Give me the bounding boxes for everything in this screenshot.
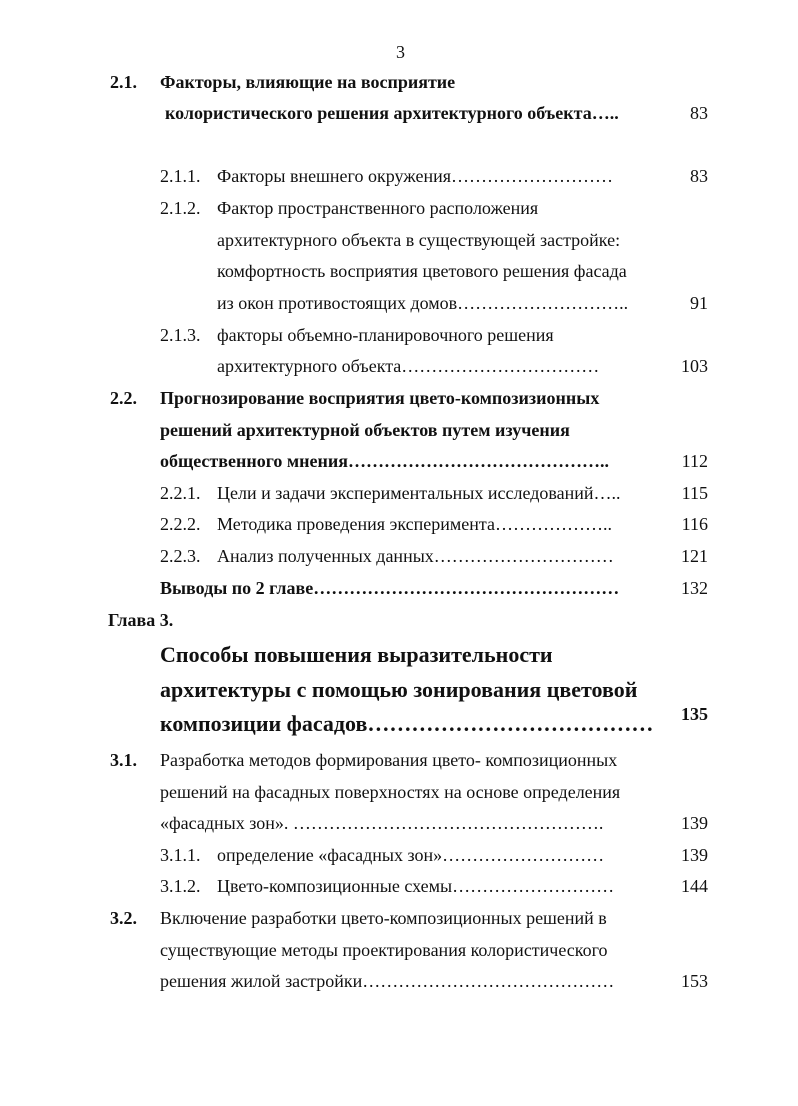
page-ref: 132 [681,578,708,598]
entry-title-line: решений архитектурной объектов путем изучения [160,420,570,440]
entry-title-line: Выводы по 2 главе…………………………………………… [160,578,620,598]
entry-title-line: общественного мнения…………………………………….. [160,451,610,471]
chapter-title-line: архитектуры с помощью зонирования цветовой [160,677,638,702]
entry-title-line: Методика проведения эксперимента……………….. [217,514,612,534]
page-ref: 121 [681,546,708,566]
section-number: 2.1. [110,72,137,92]
entry-title-line: Прогнозирование восприятия цвето-композизионных [160,388,600,408]
page-ref: 153 [681,971,708,991]
section-number: 2.2. [110,388,137,408]
page-ref: 139 [681,813,708,833]
section-number: 3.1.2. [160,876,201,896]
page-ref: 103 [681,356,708,376]
page-ref: 135 [681,704,708,724]
section-number: 3.2. [110,908,137,928]
entry-title-line: колористического решения архитектурного объекта….. [165,103,619,123]
entry-title-line: Фактор пространственного расположения [217,198,539,218]
section-number: 2.1.2. [160,198,201,218]
entry-title-line: архитектурного объекта…………………………… [217,356,600,376]
page-ref: 144 [681,876,708,896]
entry-title-line: из окон противостоящих домов……………………….. [217,293,629,313]
page-ref: 112 [681,451,708,471]
page-ref: 115 [681,483,708,503]
section-number: 3.1. [110,750,137,770]
section-number: 2.1.3. [160,325,201,345]
page-number: 3 [396,42,405,62]
section-number: 2.1.1. [160,166,201,186]
section-number: 2.2.3. [160,546,201,566]
entry-title-line: Анализ полученных данных………………………… [217,546,614,566]
entry-title-line: Цели и задачи экспериментальных исследований….. [217,483,621,503]
chapter-title-line: Способы повышения выразительности [160,642,553,667]
entry-title-line: архитектурного объекта в существующей застройке: [217,230,621,250]
entry-title-line: Цвето-композиционные схемы……………………… [217,876,615,896]
page-ref: 83 [690,166,708,186]
entry-title-line: Разработка методов формирования цвето- композиционных [160,750,618,770]
entry-title-line: Факторы внешнего окружения……………………… [217,166,613,186]
entry-title-line: решения жилой застройки…………………………………… [160,971,615,991]
entry-title-line: комфортность восприятия цветового решения фасада [217,261,627,281]
page-ref: 91 [690,293,708,313]
entry-title-line: факторы объемно-планировочного решения [217,325,554,345]
chapter-title-line: композиции фасадов………………………………… [160,711,654,736]
entry-title-line: определение «фасадных зон»……………………… [217,845,605,865]
page-ref: 116 [681,514,708,534]
section-number: 2.2.2. [160,514,201,534]
entry-title-line: решений на фасадных поверхностях на основе определения [160,782,621,802]
section-number: 3.1.1. [160,845,201,865]
page-ref: 83 [690,103,708,123]
page-ref: 139 [681,845,708,865]
chapter-heading: Глава 3. [108,610,174,630]
entry-title-line: «фасадных зон». ……………………………………………. [160,813,604,833]
entry-title-line: Факторы, влияющие на восприятие [160,72,456,92]
entry-title-line: существующие методы проектирования колористического [160,940,608,960]
section-number: 2.2.1. [160,483,201,503]
entry-title-line: Включение разработки цвето-композиционных решений в [160,908,607,928]
